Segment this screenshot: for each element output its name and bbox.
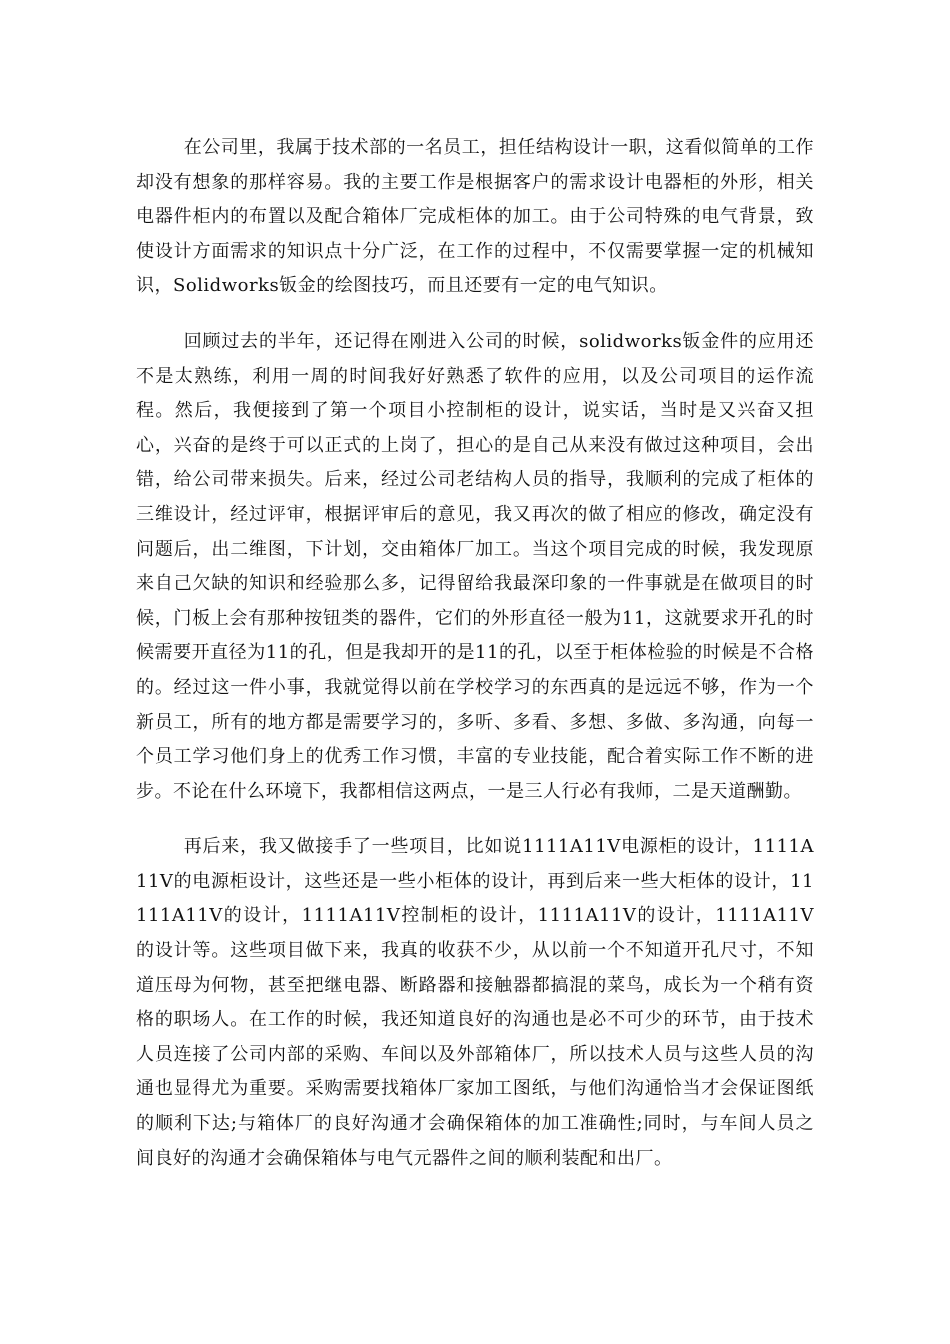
- document-body: [136, 131, 814, 1176]
- paragraph-responsibilities: 在公司里，我属于技术部的一名员工，担任结构设计一职，这看似简单的工作却没有想象的那样容易。我的主要工作是根据客户的需求设计电器柜的外形，相关电器件柜内的布置以及配合箱体厂完成柜体的加工。由于公司特殊的电气背景，致使设计方面需求的知识点十分广泛，在工作的过程中，不仅需要掌握一定的机械知识，Solidworks钣金的绘图技巧，而且还要有一定的电气知识。: [136, 137, 814, 297]
- paragraph-first-half-year: 回顾过去的半年，还记得在刚进入公司的时候，solidworks钣金件的应用还不是太熟练，利用一周的时间我好好熟悉了软件的应用，以及公司项目的运作流程。然后，我便接到了第一个项目小控制柜的设计，说实话，当时是又兴奋又担心，兴奋的是终于可以正式的上岗了，担心的是自己从来没有做过这种项目，会出错，给公司带来损失。后来，经过公司老结构人员的指导，我顺利的完成了柜体的三维设计，经过评审，根据评审后的意见，我又再次的做了相应的修改，确定没有问题后，出二维图，下计划，交由箱体厂加工。当这个项目完成的时候，我发现原来自己欠缺的知识和经验那么多，记得留给我最深印象的一件事就是在做项目的时候，门板上会有那种按钮类的器件，它们的外形直径一般为11，这就要求开孔的时候需要开直径为11的孔，但是我却开的是11的孔，以至于柜体检验的时候是不合格的。经过这一件小事，我就觉得以前在学校学习的东西真的是远远不够，作为一个新员工，所有的地方都是需要学习的，多听、多看、多想、多做、多沟通，向每一个员工学习他们身上的优秀工作习惯，丰富的专业技能，配合着实际工作不断的进步。不论在什么环境下，我都相信这两点，一是三人行必有我师，二是天道酬勤。: [136, 330, 814, 802]
- paragraph-later-projects: 再后来，我又做接手了一些项目，比如说1111A11V电源柜的设计，1111A11V的电源柜设计，这些还是一些小柜体的设计，再到后来一些大柜体的设计，11111A11V的设计，1111A11V控制柜的设计，1111A11V的设计，1111A11V的设计等。这些项目做下来，我真的收获不少，从以前一个不知道开孔尺寸，不知道压母为何物，甚至把继电器、断路器和接触器都搞混的菜鸟，成长为一个稍有资格的职场人。在工作的时候，我还知道良好的沟通也是必不可少的环节，由于技术人员连接了公司内部的采购、车间以及外部箱体厂，所以技术人员与这些人员的沟通也显得尤为重要。采购需要找箱体厂家加工图纸，与他们沟通恰当才会保证图纸的顺利下达;与箱体厂的良好沟通才会确保箱体的加工准确性;同时，与车间人员之间良好的沟通才会确保箱体与电气元器件之间的顺利装配和出厂。: [136, 836, 814, 1169]
